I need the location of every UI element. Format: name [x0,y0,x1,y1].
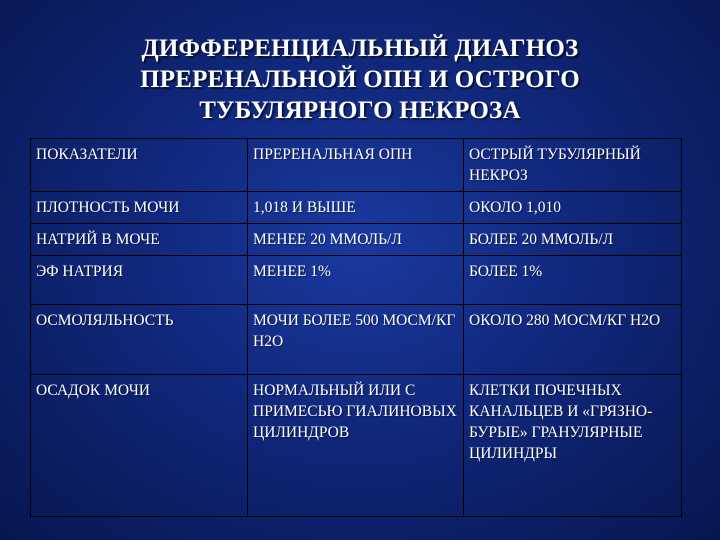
slide-title [0,33,720,126]
slide-title-line: ДИФФЕРЕНЦИАЛЬНЫЙ ДИАГНОЗ [141,34,579,62]
tubular-value-cell: ОКОЛО 1,010 [464,192,682,224]
slide-title-line: ТУБУЛЯРНОГО НЕКРОЗА [199,96,521,124]
tubular-value-cell: БОЛЕЕ 1% [464,256,682,305]
header-cell-tubular-necrosis: ОСТРЫЙ ТУБУЛЯРНЫЙ НЕКРОЗ [464,139,682,192]
table-row [31,224,682,256]
header-cell-prerenal: ПРЕРЕНАЛЬНАЯ ОПН [248,139,464,192]
tubular-value-cell: БОЛЕЕ 20 ММОЛЬ/Л [464,224,682,256]
prerenal-value-cell: 1,018 И ВЫШЕ [248,192,464,224]
tubular-value-cell: КЛЕТКИ ПОЧЕЧНЫХ КАНАЛЬЦЕВ И «ГРЯЗНО-БУРЫЕ» ГРАНУЛЯРНЫЕ ЦИЛИНДРЫ [464,375,682,517]
table-row [31,305,682,375]
prerenal-value-cell: МОЧИ БОЛЕЕ 500 МОСМ/КГ Н2О [248,305,464,375]
table-row [31,192,682,224]
row-label-cell: НАТРИЙ В МОЧЕ [31,224,248,256]
row-label-cell: ОСАДОК МОЧИ [31,375,248,517]
prerenal-value-cell: НОРМАЛЬНЫЙ ИЛИ С ПРИМЕСЬЮ ГИАЛИНОВЫХ ЦИЛИНДРОВ [248,375,464,517]
row-label-cell: ОСМОЛЯЛЬНОСТЬ [31,305,248,375]
prerenal-value-cell: МЕНЕЕ 1% [248,256,464,305]
differential-diagnosis-table [30,138,682,517]
table-row [31,375,682,517]
header-cell-indicators: ПОКАЗАТЕЛИ [31,139,248,192]
table-row [31,256,682,305]
row-label-cell: ПЛОТНОСТЬ МОЧИ [31,192,248,224]
prerenal-value-cell: МЕНЕЕ 20 ММОЛЬ/Л [248,224,464,256]
slide-title-line: ПРЕРЕНАЛЬНОЙ ОПН И ОСТРОГО [140,65,580,93]
tubular-value-cell: ОКОЛО 280 МОСМ/КГ Н2О [464,305,682,375]
row-label-cell: ЭФ НАТРИЯ [31,256,248,305]
table-header-row [31,139,682,192]
